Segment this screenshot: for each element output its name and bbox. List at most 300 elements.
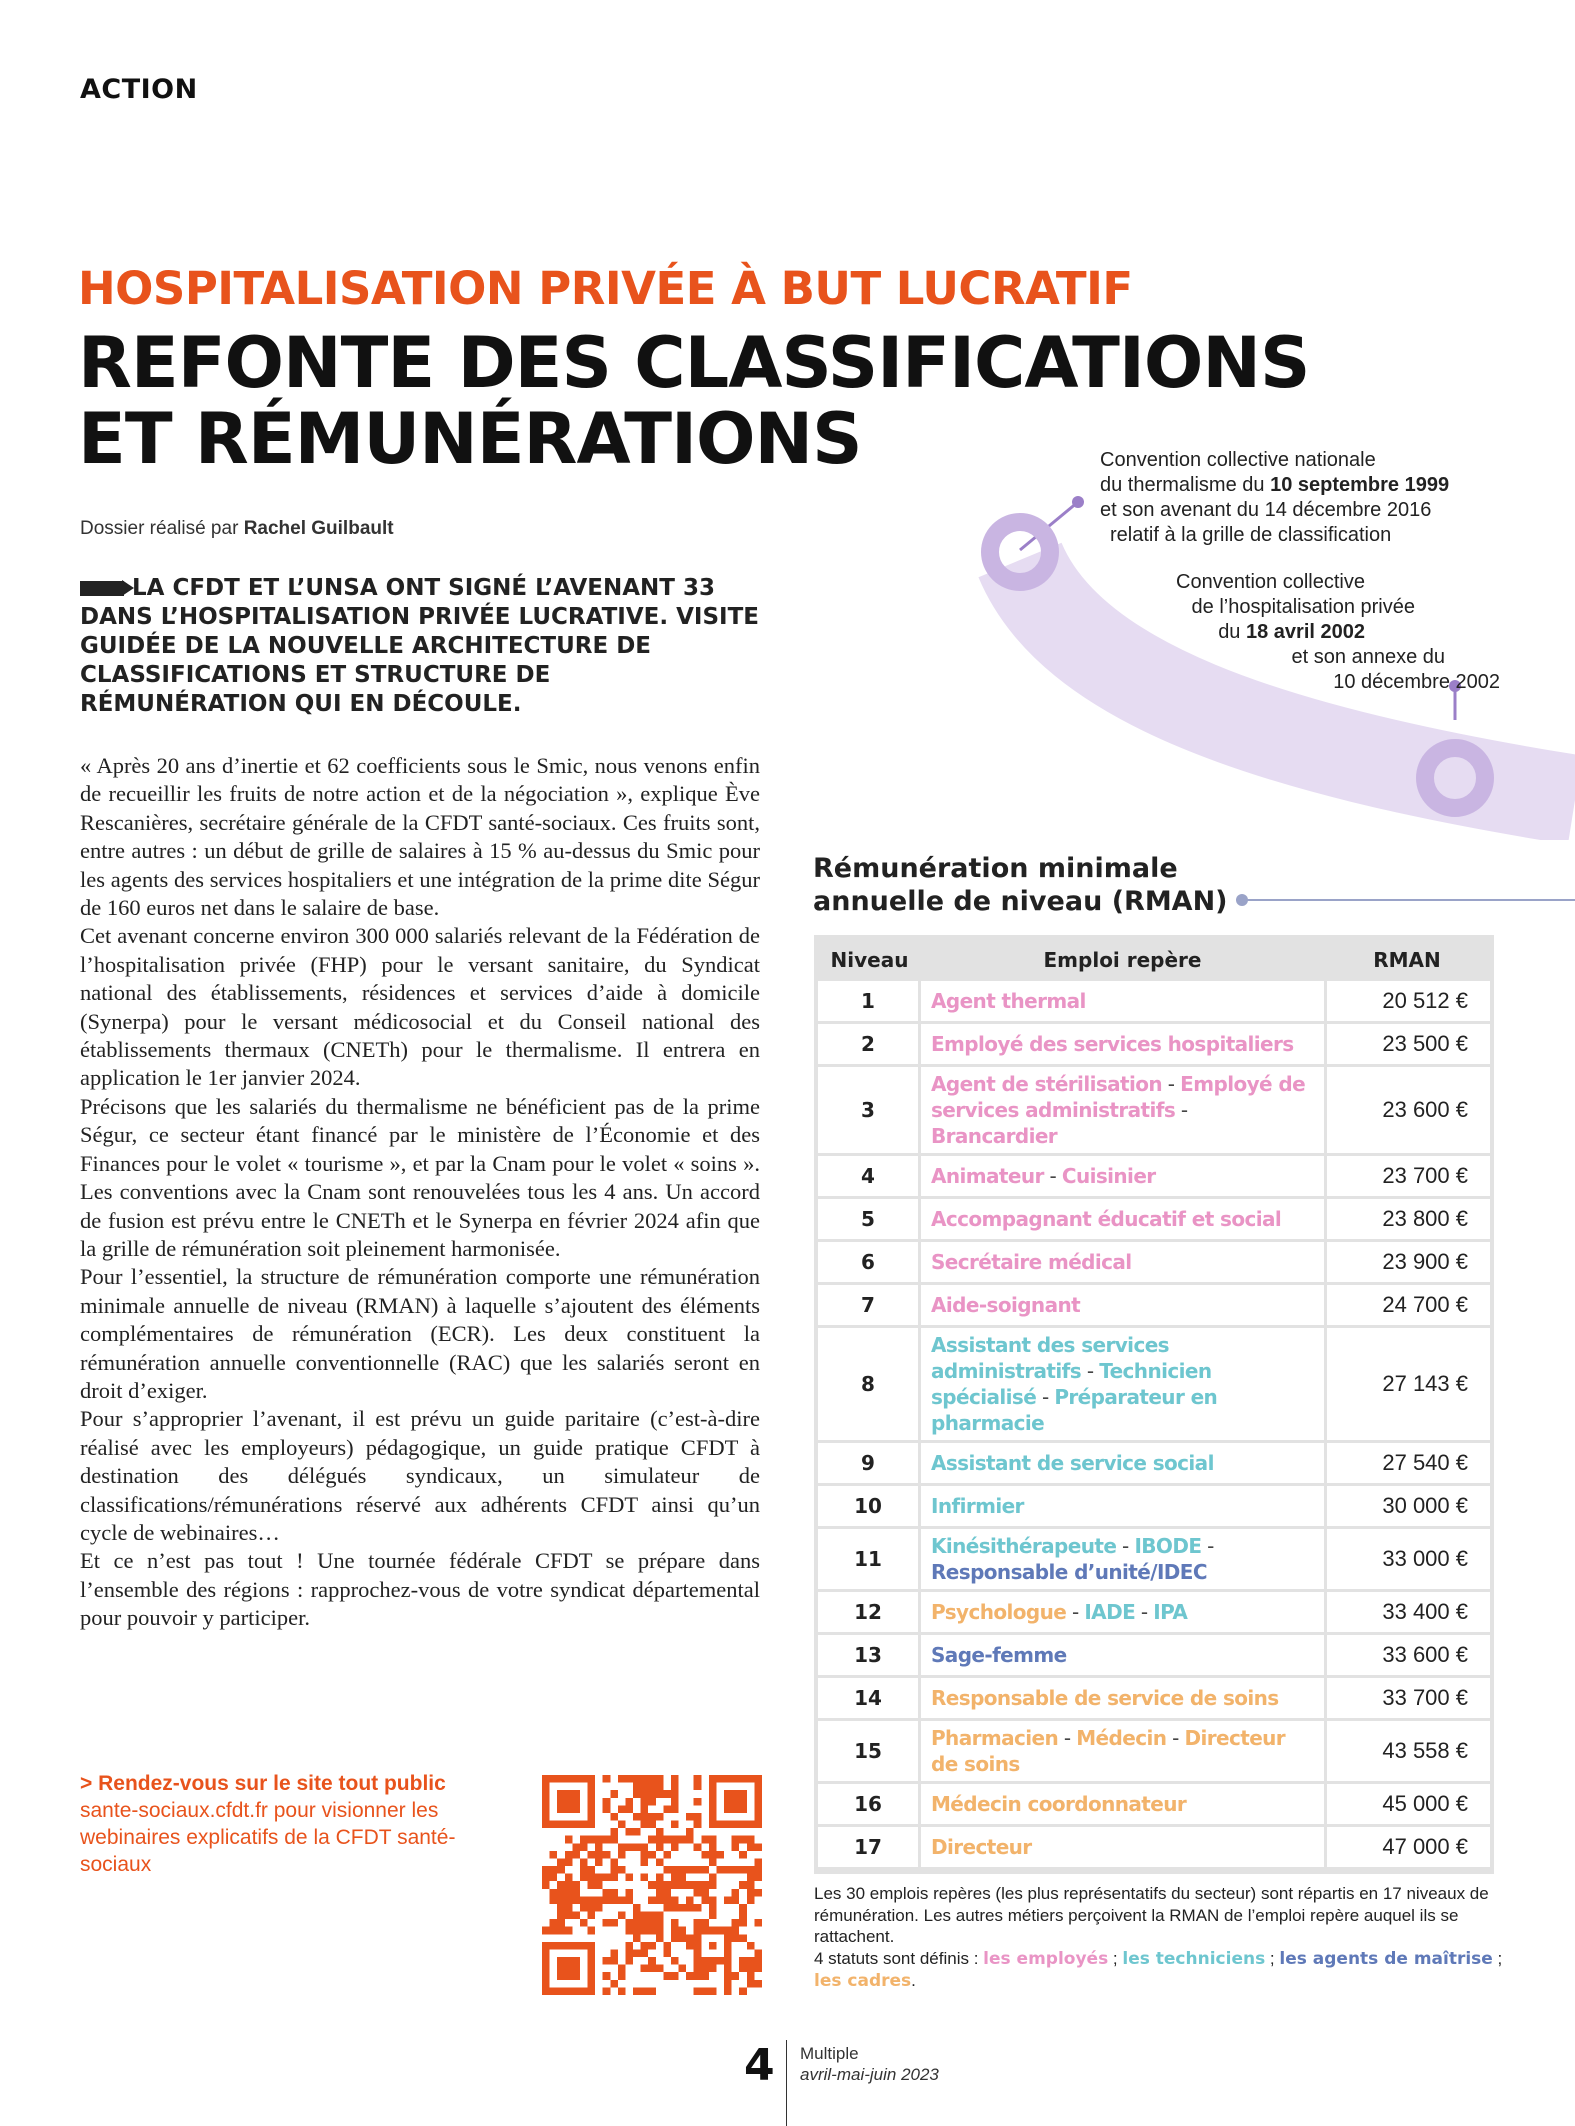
qr-module: [686, 1828, 694, 1836]
qr-module: [679, 1836, 687, 1844]
title-line-1: REFONTE DES CLASSIFICATIONS: [78, 322, 1310, 404]
emploi-label: Assistant de service social: [931, 1451, 1214, 1475]
qr-module: [671, 1783, 679, 1791]
qr-module: [701, 1836, 709, 1844]
arrow-icon: [80, 581, 124, 596]
qr-code-icon[interactable]: [542, 1775, 762, 1995]
qr-module: [542, 1874, 550, 1882]
qr-module: [648, 1798, 656, 1806]
qr-module: [739, 1934, 747, 1942]
qr-module: [747, 1843, 755, 1851]
qr-module: [618, 1896, 626, 1904]
qr-module: [663, 1942, 671, 1950]
qr-module: [648, 1912, 656, 1920]
qr-module: [633, 1828, 641, 1836]
qr-module: [648, 1881, 656, 1889]
qr-module: [603, 1836, 611, 1844]
cell-rman: 23 900 €: [1324, 1242, 1490, 1282]
qr-module: [588, 1927, 596, 1935]
qr-module: [656, 1896, 664, 1904]
cell-niveau: 15: [818, 1721, 921, 1781]
qr-module: [671, 1798, 679, 1806]
qr-module: [709, 1912, 717, 1920]
qr-module: [656, 1858, 664, 1866]
qr-module: [588, 1851, 596, 1859]
qr-module: [656, 1927, 664, 1935]
qr-module: [694, 1783, 702, 1791]
qr-module: [671, 1904, 679, 1912]
qr-module: [694, 1798, 702, 1806]
cell-rman: 27 540 €: [1324, 1443, 1490, 1483]
qr-module: [648, 1790, 656, 1798]
qr-module: [656, 1965, 664, 1973]
cell-emploi: Kinésithérapeute - IBODE - Responsable d’unité/IDEC: [921, 1529, 1324, 1589]
cell-emploi: [921, 1242, 1324, 1282]
qr-module: [739, 1912, 747, 1920]
qr-module: [732, 1836, 740, 1844]
qr-module: [588, 1874, 596, 1882]
qr-module: [686, 1896, 694, 1904]
qr-module: [709, 1858, 717, 1866]
table-title-line: annuelle de niveau (RMAN): [813, 886, 1228, 917]
qr-module: [701, 1881, 709, 1889]
qr-module: [754, 1889, 762, 1897]
qr-module: [671, 1843, 679, 1851]
qr-module: [595, 1851, 603, 1859]
qr-module: [694, 1843, 702, 1851]
qr-module: [663, 1836, 671, 1844]
qr-module: [679, 1881, 687, 1889]
qr-module: [656, 1775, 664, 1783]
qr-module: [618, 1821, 626, 1829]
qr-module: [565, 1874, 573, 1882]
cell-rman: 23 600 €: [1324, 1067, 1490, 1153]
qr-module: [557, 1790, 580, 1813]
qr-module: [739, 1881, 747, 1889]
cell-emploi: [921, 1024, 1324, 1064]
qr-module: [557, 1858, 565, 1866]
table-row: [818, 1199, 1490, 1239]
qr-module: [610, 1949, 618, 1957]
qr-module: [671, 1934, 679, 1942]
cell-niveau: 6: [818, 1242, 921, 1282]
statut-employes: les employés: [983, 1948, 1109, 1969]
qr-module: [648, 1896, 656, 1904]
qr-module: [580, 1904, 588, 1912]
qr-module: [603, 1874, 611, 1882]
qr-module: [625, 1775, 633, 1783]
qr-module: [633, 1987, 641, 1995]
qr-module: [732, 1972, 740, 1980]
qr-module: [648, 1957, 656, 1965]
qr-module: [694, 1919, 702, 1927]
qr-module: [747, 1889, 755, 1897]
cell-niveau: 5: [818, 1199, 921, 1239]
qr-module: [588, 1912, 596, 1920]
qr-module: [754, 1874, 762, 1882]
qr-module: [648, 1965, 656, 1973]
table-row: [818, 1242, 1490, 1282]
timeline-circle-icon: [990, 522, 1050, 582]
qr-module: [557, 1927, 565, 1935]
emploi-label: IADE: [1084, 1600, 1136, 1624]
qr-module: [754, 1965, 762, 1973]
cell-emploi: Animateur - Cuisinier: [921, 1156, 1324, 1196]
qr-module: [542, 1881, 550, 1889]
qr-module: [739, 1851, 747, 1859]
qr-module: [641, 1851, 649, 1859]
qr-module: [656, 1881, 664, 1889]
cell-emploi: Agent de stérilisation - Employé de services administratifs - Brancardier: [921, 1067, 1324, 1153]
qr-module: [610, 1858, 618, 1866]
folio-divider: [786, 2040, 787, 2126]
cell-niveau: 4: [818, 1156, 921, 1196]
qr-module: [633, 1775, 641, 1783]
qr-module: [595, 1904, 603, 1912]
qr-module: [565, 1836, 573, 1844]
qr-module: [709, 1896, 717, 1904]
qr-module: [694, 1775, 702, 1783]
qr-module: [565, 1858, 573, 1866]
qr-module: [633, 1783, 641, 1791]
emploi-label: Brancardier: [931, 1124, 1058, 1148]
qr-module: [618, 1866, 626, 1874]
qr-module: [610, 1980, 618, 1988]
cell-rman: 23 800 €: [1324, 1199, 1490, 1239]
rman-table: [814, 935, 1494, 1874]
qr-module: [686, 1866, 694, 1874]
qr-module: [572, 1851, 580, 1859]
qr-module: [701, 1972, 709, 1980]
cell-emploi: [921, 1827, 1324, 1867]
kicker: HOSPITALISATION PRIVÉE À BUT LUCRATIF: [78, 262, 1133, 315]
qr-module: [694, 1866, 702, 1874]
statut-techniciens: les techniciens: [1122, 1948, 1266, 1969]
paragraph: Et ce n’est pas tout ! Une tournée fédérale CFDT se prépare dans l’ensemble des régions : rapprochez-vous de votre syndicat départemental pour pouvoir y participer.: [80, 1548, 760, 1631]
qr-module: [754, 1949, 762, 1957]
header-emploi: Emploi repère: [921, 942, 1324, 978]
qr-module: [671, 1957, 679, 1965]
emploi-label: Médecin coordonnateur: [931, 1792, 1187, 1816]
qr-module: [739, 1904, 747, 1912]
qr-module: [747, 1957, 755, 1965]
qr-module: [633, 1904, 641, 1912]
qr-module: [618, 1805, 626, 1813]
emploi-label: Pharmacien: [931, 1726, 1059, 1750]
qr-module: [671, 1881, 679, 1889]
qr-module: [588, 1904, 596, 1912]
conv1-line: relatif à la grille de classification: [1110, 524, 1392, 546]
qr-module: [648, 1813, 656, 1821]
qr-module: [679, 1866, 687, 1874]
title-rule: [1240, 899, 1575, 901]
qr-module: [648, 1927, 656, 1935]
qr-module: [663, 1949, 671, 1957]
qr-module: [610, 1896, 618, 1904]
qr-module: [625, 1843, 633, 1851]
qr-module: [610, 1836, 618, 1844]
page-number: 4: [744, 2040, 775, 2091]
qr-module: [603, 1987, 611, 1995]
qr-module: [550, 1866, 558, 1874]
qr-module: [754, 1957, 762, 1965]
cell-niveau: 17: [818, 1827, 921, 1867]
cell-emploi: [921, 1486, 1324, 1526]
qr-module: [610, 1957, 618, 1965]
qr-module: [716, 1851, 724, 1859]
qr-module: [641, 1874, 649, 1882]
qr-module: [625, 1919, 633, 1927]
paragraph: Pour s’approprier l’avenant, il est prévu un guide paritaire (c’est-à-dire réalisé avec les employeurs) pédagogique, un guide pratique CFDT à destination des délégués syndicaux, un simulateur de classifications/rémunérations réservé aux adhérents CFDT ainsi qu’un cycle de webinaires…: [80, 1406, 760, 1545]
qr-module: [603, 1798, 611, 1806]
cell-rman: 23 500 €: [1324, 1024, 1490, 1064]
qr-module: [656, 1783, 664, 1791]
qr-module: [610, 1866, 618, 1874]
qr-module: [709, 1987, 717, 1995]
cell-emploi: Pharmacien - Médecin - Directeur de soins: [921, 1721, 1324, 1781]
qr-module: [747, 1866, 755, 1874]
cell-emploi: [921, 1285, 1324, 1325]
qr-module: [588, 1896, 596, 1904]
qr-module: [557, 1881, 565, 1889]
cell-niveau: 12: [818, 1592, 921, 1632]
qr-module: [671, 1874, 679, 1882]
qr-module: [656, 1828, 664, 1836]
qr-module: [648, 1942, 656, 1950]
timeline-dot-1: [1072, 496, 1084, 508]
table-row: [818, 1678, 1490, 1718]
cell-emploi: [921, 981, 1324, 1021]
qr-module: [671, 1866, 679, 1874]
statuts-line: 4 statuts sont définis : les employés ; les techniciens ; les agents de maîtrise ; les cadres.: [814, 1948, 1503, 1991]
qr-module: [572, 1843, 580, 1851]
byline: [80, 518, 394, 540]
qr-module: [679, 1965, 687, 1973]
qr-module: [663, 1866, 671, 1874]
table-body: [818, 981, 1490, 1867]
qr-module: [565, 1896, 573, 1904]
qr-module: [618, 1965, 626, 1973]
issue-date: avril-mai-juin 2023: [800, 2065, 939, 2084]
qr-module: [724, 1866, 732, 1874]
qr-module: [686, 1942, 694, 1950]
qr-module: [565, 1881, 573, 1889]
qr-module: [747, 1836, 755, 1844]
qr-module: [641, 1987, 649, 1995]
qr-module: [550, 1919, 558, 1927]
qr-module: [686, 1904, 694, 1912]
qr-module: [686, 1972, 694, 1980]
qr-module: [747, 1980, 755, 1988]
cell-rman: 33 000 €: [1324, 1529, 1490, 1589]
qr-module: [694, 1813, 702, 1821]
convention-hospitalisation: [1100, 570, 1500, 695]
qr-module: [656, 1843, 664, 1851]
qr-module: [648, 1851, 656, 1859]
qr-module: [754, 1980, 762, 1988]
article-body: [80, 752, 760, 1633]
qr-module: [663, 1972, 671, 1980]
qr-module: [565, 1904, 573, 1912]
cell-rman: 33 700 €: [1324, 1678, 1490, 1718]
qr-module: [671, 1805, 679, 1813]
qr-module: [641, 1775, 649, 1783]
qr-module: [694, 1821, 702, 1829]
table-row: [818, 1784, 1490, 1824]
table-row: [818, 1721, 1490, 1781]
qr-module: [709, 1874, 717, 1882]
cell-rman: 45 000 €: [1324, 1784, 1490, 1824]
qr-module: [595, 1881, 603, 1889]
qr-module: [550, 1896, 558, 1904]
qr-module: [557, 1896, 565, 1904]
qr-module: [603, 1919, 611, 1927]
qr-module: [580, 1919, 588, 1927]
qr-module: [625, 1949, 633, 1957]
qr-module: [633, 1813, 641, 1821]
qr-module: [671, 1972, 679, 1980]
qr-module: [739, 1987, 747, 1995]
emploi-label: Directeur de soins: [931, 1726, 1286, 1776]
qr-module: [603, 1896, 611, 1904]
qr-module: [709, 1904, 717, 1912]
emploi-label: IBODE: [1134, 1534, 1202, 1558]
qr-module: [625, 1942, 633, 1950]
cell-rman: 33 400 €: [1324, 1592, 1490, 1632]
qr-module: [603, 1957, 611, 1965]
qr-module: [580, 1858, 588, 1866]
qr-module: [603, 1775, 611, 1783]
qr-module: [641, 1949, 649, 1957]
qr-module: [671, 1775, 679, 1783]
conv2-line: Convention collective: [1176, 571, 1365, 593]
qr-module: [679, 1927, 687, 1935]
qr-module: [656, 1934, 664, 1942]
qr-module: [754, 1843, 762, 1851]
emploi-label: Cuisinier: [1061, 1164, 1156, 1188]
qr-module: [557, 1919, 565, 1927]
qr-module: [641, 1783, 649, 1791]
qr-module: [610, 1813, 618, 1821]
qr-module: [754, 1866, 762, 1874]
qr-module: [618, 1851, 626, 1859]
qr-module: [663, 1904, 671, 1912]
qr-module: [724, 1980, 732, 1988]
qr-module: [595, 1896, 603, 1904]
cell-niveau: 7: [818, 1285, 921, 1325]
qr-module: [724, 1790, 747, 1813]
table-title: [813, 852, 1228, 918]
table-row: [818, 1635, 1490, 1675]
qr-module: [588, 1836, 596, 1844]
emploi-label: Technicien spécialisé: [931, 1359, 1212, 1409]
qr-module: [709, 1843, 717, 1851]
qr-module: [557, 1957, 580, 1980]
cell-niveau: 14: [818, 1678, 921, 1718]
qr-module: [679, 1874, 687, 1882]
magazine-name: Multiple: [800, 2044, 859, 2063]
qr-module: [747, 1896, 755, 1904]
conv2-line: et son annexe du: [1291, 646, 1445, 668]
qr-module: [610, 1889, 618, 1897]
qr-module: [625, 1828, 633, 1836]
conv1-line: du thermalisme du 10 septembre 1999: [1100, 474, 1450, 496]
qr-module: [580, 1896, 588, 1904]
qr-module: [641, 1927, 649, 1935]
cell-niveau: 1: [818, 981, 921, 1021]
qr-module: [580, 1874, 588, 1882]
chapo: [80, 574, 760, 719]
qr-module: [716, 1866, 724, 1874]
qr-module: [671, 1790, 679, 1798]
qr-module: [557, 1889, 565, 1897]
qr-module: [572, 1896, 580, 1904]
qr-module: [641, 1858, 649, 1866]
emploi-label: Psychologue: [931, 1600, 1067, 1624]
cell-emploi: [921, 1443, 1324, 1483]
cell-rman: 23 700 €: [1324, 1156, 1490, 1196]
table-row: [818, 1067, 1490, 1153]
qr-module: [625, 1927, 633, 1935]
paragraph: Cet avenant concerne environ 300 000 salariés relevant de la Fédération de l’hospitalisation privée (FHP) pour le versant sanitaire, du Syndicat national des établissements, résidences et services d’aide à domicile (Synerpa) pour le versant médicosocial et du Conseil national des établissements thermaux (CNETh) pour le thermalisme. Il entrera en application le 1er janvier 2024.: [80, 923, 760, 1091]
qr-module: [572, 1881, 580, 1889]
qr-module: [724, 1987, 732, 1995]
table-row: [818, 1443, 1490, 1483]
qr-module: [747, 1874, 755, 1882]
cell-niveau: 2: [818, 1024, 921, 1064]
qr-module: [686, 1881, 694, 1889]
cell-niveau: 9: [818, 1443, 921, 1483]
qr-module: [656, 1836, 664, 1844]
qr-module: [618, 1912, 626, 1920]
qr-module: [603, 1805, 611, 1813]
emploi-label: Responsable de service de soins: [931, 1686, 1279, 1710]
cta-link[interactable]: sante-sociaux.cfdt.fr pour visionner les webinaires explicatifs de la CFDT santé-sociaux: [80, 1799, 456, 1876]
qr-module: [754, 1919, 762, 1927]
qr-module: [588, 1881, 596, 1889]
qr-module: [641, 1965, 649, 1973]
emploi-label: Directeur: [931, 1835, 1032, 1859]
cell-niveau: 16: [818, 1784, 921, 1824]
qr-module: [747, 1881, 755, 1889]
qr-module: [550, 1874, 558, 1882]
qr-module: [565, 1889, 573, 1897]
qr-module: [633, 1927, 641, 1935]
qr-module: [671, 1836, 679, 1844]
header-niveau: Niveau: [818, 942, 921, 978]
qr-module: [739, 1957, 747, 1965]
emploi-label: Secrétaire médical: [931, 1250, 1132, 1274]
qr-module: [625, 1957, 633, 1965]
qr-module: [732, 1889, 740, 1897]
qr-module: [754, 1858, 762, 1866]
qr-module: [625, 1889, 633, 1897]
call-to-action[interactable]: [80, 1770, 520, 1878]
cell-emploi: [921, 1784, 1324, 1824]
qr-module: [709, 1881, 717, 1889]
qr-module: [580, 1836, 588, 1844]
conv2-line: de l’hospitalisation privée: [1191, 596, 1415, 618]
qr-module: [633, 1790, 641, 1798]
emploi-label: Responsable d’unité/IDEC: [931, 1560, 1207, 1584]
qr-module: [709, 1851, 717, 1859]
emploi-label: Accompagnant éducatif et social: [931, 1207, 1282, 1231]
qr-module: [671, 1896, 679, 1904]
qr-module: [671, 1821, 679, 1829]
qr-module: [610, 1874, 618, 1882]
qr-module: [656, 1790, 664, 1798]
qr-module: [663, 1889, 671, 1897]
